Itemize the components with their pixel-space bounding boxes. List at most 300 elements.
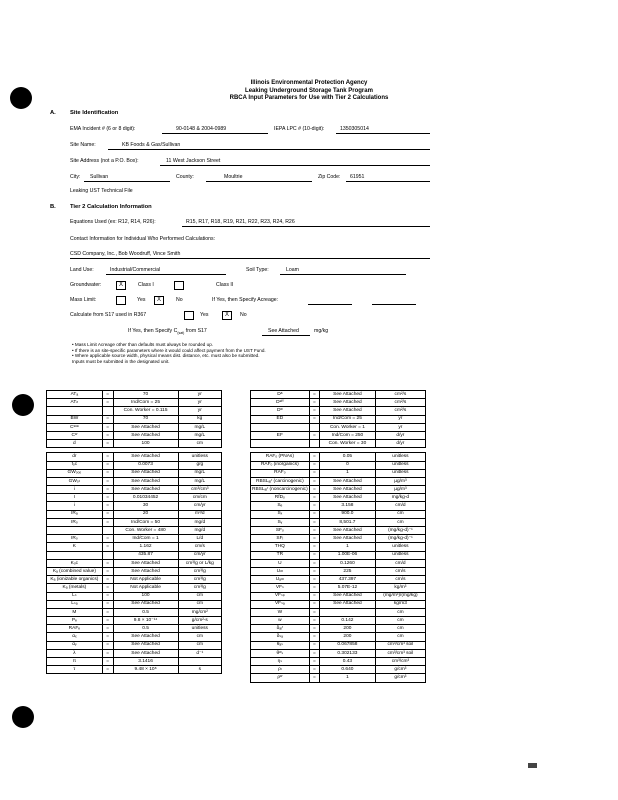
param-value[interactable]: Ind/Com = 250	[320, 431, 376, 439]
param-symbol: Uₘ	[251, 567, 310, 575]
param-unit: d/yr	[375, 431, 425, 439]
param-unit: cm³/g	[178, 576, 221, 584]
param-value[interactable]: See Attached	[113, 486, 178, 494]
param-unit	[178, 658, 221, 666]
address-label: Site Address (not a P.O. Box):	[70, 158, 139, 164]
param-symbol: δₐᵢʳ	[251, 625, 310, 633]
lpc-value[interactable]: 1350305014	[340, 126, 369, 132]
param-unit: cm³/cm³ soil	[375, 641, 425, 649]
param-symbol: d	[47, 440, 103, 448]
param-value[interactable]: See Attached	[113, 431, 178, 439]
city-underline	[84, 181, 170, 182]
address-underline	[160, 165, 430, 166]
param-value[interactable]: 0.640	[320, 666, 376, 674]
table-row	[251, 431, 426, 439]
table-row	[47, 399, 222, 407]
program-name: Leaking Underground Storage Tank Program	[245, 87, 373, 94]
equals-sign: =	[102, 649, 113, 657]
param-value[interactable]: See Attached	[113, 600, 178, 608]
param-symbol: VFₛₐ	[251, 600, 310, 608]
param-unit: mg/L	[178, 469, 221, 477]
param-symbol	[47, 551, 103, 559]
param-unit: (mg/kg-d)⁻¹	[375, 527, 425, 535]
ema-label: EMA Incident # (6 or 8 digit):	[70, 126, 136, 132]
param-symbol: αᵧ	[47, 641, 103, 649]
equals-sign: =	[102, 399, 113, 407]
param-symbol	[47, 527, 103, 535]
table-row	[251, 494, 426, 502]
param-value[interactable]: 1.162	[113, 543, 178, 551]
param-unit: yr	[375, 423, 425, 431]
equals-sign: =	[102, 477, 113, 485]
table-row	[47, 608, 222, 616]
param-value[interactable]: 200	[320, 633, 376, 641]
csat-unit: mg/kg	[314, 328, 329, 334]
equals-sign: =	[309, 535, 319, 543]
param-value[interactable]: See Attached	[320, 407, 376, 415]
param-unit: kg/m³	[375, 584, 425, 592]
param-symbol: BW	[47, 415, 103, 423]
param-unit: s	[178, 666, 221, 674]
section-b-title: Tier 2 Calculation Information	[70, 204, 152, 210]
param-value[interactable]: 30	[113, 502, 178, 510]
param-value[interactable]: 0.01034452	[113, 494, 178, 502]
param-value[interactable]: Con. Worker = 0.115	[113, 407, 178, 415]
param-unit: cm	[178, 600, 221, 608]
param-symbol: w	[251, 617, 310, 625]
equations-value[interactable]: R15, R17, R18, R19, R21, R22, R23, R24, R26	[186, 219, 295, 225]
param-symbol: RAFₒ	[251, 469, 310, 477]
param-unit: unitless	[178, 625, 221, 633]
table-row	[251, 584, 426, 592]
param-unit: cm	[375, 608, 425, 616]
param-value[interactable]: See Attached	[113, 423, 178, 431]
param-symbol: i	[47, 486, 103, 494]
param-symbol: π	[47, 658, 103, 666]
param-value[interactable]: See Attached	[320, 391, 376, 399]
lpc-underline	[336, 133, 430, 134]
param-value[interactable]: 70	[113, 391, 178, 399]
param-unit: L/d	[178, 535, 221, 543]
param-value[interactable]: Con. Worker = 1	[320, 423, 376, 431]
param-unit: cm³/cm³	[375, 658, 425, 666]
param-symbol: ρʷ	[251, 674, 310, 682]
param-symbol: θₐₛ	[251, 641, 310, 649]
equals-sign	[102, 551, 113, 559]
param-value[interactable]: 225	[320, 567, 376, 575]
param-value[interactable]: 9.48 × 10⁸	[113, 666, 178, 674]
equals-sign	[309, 440, 319, 448]
table-row	[47, 453, 222, 461]
param-unit: (mg/kg-d)⁻¹	[375, 535, 425, 543]
table-row	[47, 486, 222, 494]
param-value[interactable]: Con. Worker = 480	[113, 527, 178, 535]
table-row	[251, 502, 426, 510]
csat-subscript: (sat)	[177, 331, 185, 336]
param-symbol: GWₒₜ	[47, 477, 103, 485]
param-value[interactable]: See Attached	[320, 399, 376, 407]
param-value[interactable]: 0.142	[320, 617, 376, 625]
table-row	[47, 649, 222, 657]
csat-value[interactable]: See Attached	[268, 328, 299, 334]
param-value[interactable]: Ind/Com = 1	[113, 535, 178, 543]
param-symbol: RAFₒ (PNAs)	[251, 453, 310, 461]
param-symbol: Sₓ	[251, 510, 310, 518]
param-symbol: Kₐ (ionizable organics)	[47, 576, 103, 584]
equals-sign: =	[309, 494, 319, 502]
equals-sign: =	[309, 477, 319, 485]
r367-yes-checkbox[interactable]	[184, 311, 194, 320]
r367-no-label: No	[240, 312, 247, 318]
soil-type-underline	[280, 274, 406, 275]
param-value[interactable]: See Attached	[320, 592, 376, 600]
param-symbol: αₓ	[47, 633, 103, 641]
equals-sign: =	[309, 551, 319, 559]
param-value[interactable]: See Attached	[320, 535, 376, 543]
equals-sign: =	[102, 600, 113, 608]
equals-sign: =	[102, 486, 113, 494]
mass-limit-no-checkbox[interactable]: X	[154, 296, 164, 305]
param-symbol: Lₛ	[47, 592, 103, 600]
param-symbol: ATₐ	[47, 391, 103, 399]
param-value[interactable]: 437.397	[320, 576, 376, 584]
param-value[interactable]: 435.87	[113, 551, 178, 559]
city-value[interactable]: Sullivan	[90, 174, 109, 180]
table-row	[47, 641, 222, 649]
param-value[interactable]	[320, 608, 376, 616]
param-value[interactable]: 70	[113, 415, 178, 423]
form-subtitle: RBCA Input Parameters for Use with Tier 2 Calculations	[229, 95, 389, 101]
param-unit: cm/s	[178, 543, 221, 551]
param-value[interactable]: Ind/Com = 25	[320, 415, 376, 423]
note-line: • Mass Limit Acreage other than defaults must always be rounded up.	[72, 342, 214, 347]
equals-sign: =	[309, 584, 319, 592]
equals-sign: =	[309, 567, 319, 575]
table-row	[47, 518, 222, 526]
param-value[interactable]: 1	[320, 469, 376, 477]
ema-underline	[162, 133, 268, 134]
param-value[interactable]: 5.07E-12	[320, 584, 376, 592]
equals-sign: =	[102, 518, 113, 526]
equals-sign: =	[309, 510, 319, 518]
param-unit: cm	[178, 592, 221, 600]
param-value[interactable]: See Attached	[113, 567, 178, 575]
equals-sign: =	[309, 641, 319, 649]
param-symbol	[251, 423, 310, 431]
param-value[interactable]: 9.8 × 10⁻¹⁴	[113, 617, 178, 625]
r367-no-checkbox[interactable]: X	[222, 311, 232, 320]
table-row	[47, 633, 222, 641]
table-row	[251, 440, 426, 448]
param-unit: unitless	[375, 453, 425, 461]
param-symbol: Cʷ	[47, 431, 103, 439]
ema-value[interactable]: 90-0148 & 2004-0989	[176, 126, 227, 132]
contact-value[interactable]: CSD Company, Inc., Bob Woodruff, Vince Smith	[70, 251, 181, 257]
table-row	[251, 399, 426, 407]
section-b-letter: B.	[50, 204, 56, 210]
param-value[interactable]: See Attached	[113, 649, 178, 657]
param-symbol: Uₐₘ	[251, 576, 310, 584]
table-row	[251, 486, 426, 494]
param-unit: unitless	[375, 461, 425, 469]
param-value[interactable]: 200	[320, 625, 376, 633]
param-unit: cm/s	[375, 576, 425, 584]
param-symbol: GWₒₒₒ	[47, 469, 103, 477]
param-value[interactable]: 1	[320, 674, 376, 682]
note-line: • Where applicable source width, physical means dist. distance, etc. must also be submitted.	[72, 353, 260, 359]
table-row	[251, 461, 426, 469]
param-symbol	[251, 440, 310, 448]
table-row	[47, 666, 222, 674]
param-symbol: TR	[251, 551, 310, 559]
equals-sign: =	[309, 518, 319, 526]
zip-value[interactable]: 61951	[350, 174, 365, 180]
table-row	[47, 576, 222, 584]
mass-limit-yes-checkbox[interactable]	[116, 296, 126, 305]
param-symbol: W	[251, 608, 310, 616]
param-unit: mg/L	[178, 431, 221, 439]
table-row	[47, 527, 222, 535]
equals-sign: =	[102, 658, 113, 666]
equals-sign: =	[102, 633, 113, 641]
table-row	[47, 431, 222, 439]
equals-sign: =	[102, 584, 113, 592]
address-value[interactable]: 11 West Jackson Street	[166, 158, 221, 164]
param-unit: cm	[375, 510, 425, 518]
equals-sign: =	[102, 666, 113, 674]
param-unit: cm³/g	[178, 567, 221, 575]
param-symbol: ηₛ	[251, 658, 310, 666]
param-value[interactable]: See Attached	[320, 527, 376, 535]
table-row	[251, 510, 426, 518]
param-symbol: IRₒ	[47, 518, 103, 526]
table-row	[47, 391, 222, 399]
param-symbol: ρₗ	[251, 666, 310, 674]
param-symbol: RAFₒ (inorganics)	[251, 461, 310, 469]
param-value[interactable]: 3.1416	[113, 658, 178, 666]
table-row	[47, 592, 222, 600]
param-symbol: δₛₐ	[251, 633, 310, 641]
land-use-underline	[106, 274, 226, 275]
param-value[interactable]: Ind/Com = 25	[113, 399, 178, 407]
mass-limit-yes-label: Yes	[137, 297, 146, 303]
param-unit: µg/m³	[375, 477, 425, 485]
param-value[interactable]: 3.158	[320, 502, 376, 510]
param-symbol: THQ	[251, 543, 310, 551]
param-symbol: IRₐ	[47, 510, 103, 518]
table-row	[47, 510, 222, 518]
equals-sign: =	[309, 600, 319, 608]
param-value[interactable]: 0.0073	[113, 461, 178, 469]
param-unit: mg/L	[178, 423, 221, 431]
land-use-value[interactable]: Industrial/Commercial	[110, 267, 161, 273]
zip-underline	[346, 181, 430, 182]
county-value[interactable]: Moultrie	[224, 174, 243, 180]
equals-sign: =	[102, 592, 113, 600]
binder-hole-middle	[12, 394, 34, 416]
param-symbol: U	[251, 559, 310, 567]
param-value[interactable]: See Attached	[113, 559, 178, 567]
equals-sign: =	[102, 461, 113, 469]
param-value[interactable]: Con. Worker = 30	[320, 440, 376, 448]
param-value[interactable]: See Attached	[320, 486, 376, 494]
equals-sign: =	[102, 608, 113, 616]
table-row	[47, 415, 222, 423]
equals-sign	[102, 407, 113, 415]
param-unit: yr	[178, 399, 221, 407]
param-symbol: VFₛ	[251, 584, 310, 592]
equals-sign: =	[309, 486, 319, 494]
param-unit: mg/kg-d	[375, 494, 425, 502]
equals-sign: =	[309, 666, 319, 674]
equals-sign: =	[102, 617, 113, 625]
param-unit: mg/cm²	[178, 608, 221, 616]
param-value[interactable]: 100	[113, 440, 178, 448]
table-row	[251, 535, 426, 543]
param-value[interactable]: See Attached	[320, 600, 376, 608]
equals-sign: =	[309, 415, 319, 423]
site-name-value[interactable]: KB Foods & Gas/Sullivan	[122, 142, 181, 148]
param-value[interactable]: Ind/Com = 50	[113, 518, 178, 526]
contact-label: Contact Information for Individual Who Performed Calculations:	[70, 236, 216, 242]
param-symbol	[47, 407, 103, 415]
acreage-underline	[308, 304, 352, 305]
mass-limit-no-label: No	[176, 297, 183, 303]
param-value[interactable]: 900.0	[320, 510, 376, 518]
param-unit: mg/d	[178, 518, 221, 526]
table-row	[251, 543, 426, 551]
param-value[interactable]: 0.302133	[320, 649, 376, 657]
param-symbol: dr	[47, 453, 103, 461]
param-unit: cm	[375, 617, 425, 625]
param-value[interactable]: See Attached	[113, 453, 178, 461]
param-value[interactable]: See Attached	[113, 469, 178, 477]
table-row	[47, 535, 222, 543]
page-header	[0, 80, 618, 103]
param-unit: g/cm³	[375, 674, 425, 682]
param-value[interactable]: 0.5	[113, 625, 178, 633]
equals-sign: =	[309, 674, 319, 682]
equals-sign: =	[102, 559, 113, 567]
param-symbol: Dʷ	[251, 407, 310, 415]
param-value[interactable]: See Attached	[113, 477, 178, 485]
table-row	[47, 543, 222, 551]
equations-underline	[182, 226, 430, 227]
binder-hole-bottom	[12, 706, 34, 728]
acreage-underline-2	[372, 304, 416, 305]
param-symbol: RAFₑ	[47, 625, 103, 633]
equals-sign: =	[309, 502, 319, 510]
param-value[interactable]: 20	[113, 510, 178, 518]
param-symbol: Sₑ	[251, 502, 310, 510]
table-row	[251, 477, 426, 485]
param-unit: cm	[178, 641, 221, 649]
param-unit: kg	[178, 415, 221, 423]
from-s17-text: from S17	[185, 328, 207, 334]
r367-label: Calculate from S17 used in R367	[70, 312, 147, 318]
param-symbol: I	[47, 494, 103, 502]
param-unit: cm/yr	[178, 502, 221, 510]
table-row	[251, 559, 426, 567]
param-unit: unitless	[375, 551, 425, 559]
groundwater-label: Groundwater:	[70, 282, 102, 288]
right-parameter-table	[250, 390, 426, 683]
table-row	[47, 559, 222, 567]
class1-checkbox[interactable]: X	[116, 281, 126, 290]
soil-type-value[interactable]: Loam	[286, 267, 299, 273]
table-row	[47, 617, 222, 625]
equals-sign: =	[102, 502, 113, 510]
table-row	[47, 407, 222, 415]
param-unit: cm	[375, 625, 425, 633]
param-value[interactable]: See Attached	[320, 477, 376, 485]
class2-checkbox[interactable]	[174, 281, 184, 290]
param-unit: cm	[375, 633, 425, 641]
table-row	[251, 391, 426, 399]
param-unit: unitless	[375, 543, 425, 551]
param-value[interactable]: 0.067858	[320, 641, 376, 649]
param-value[interactable]: 0.43	[320, 658, 376, 666]
table-row	[251, 469, 426, 477]
param-value[interactable]: Not Applicable	[113, 576, 178, 584]
city-label: City:	[70, 174, 81, 180]
param-unit: cm²/s	[375, 407, 425, 415]
equals-sign: =	[102, 625, 113, 633]
param-value[interactable]: 1	[320, 543, 376, 551]
param-unit: yr	[375, 415, 425, 423]
specify-csat-text: If Yes, then Specify C	[128, 328, 178, 334]
class1-label: Class I	[138, 282, 154, 288]
param-symbol: Kₐ (combined value)	[47, 567, 103, 575]
param-symbol: RBSLₐᵢʳ (noncarcinogenic)	[252, 486, 308, 492]
param-symbol: K	[47, 543, 103, 551]
param-value[interactable]: 0	[320, 461, 376, 469]
param-value[interactable]: See Attached	[320, 494, 376, 502]
equals-sign: =	[309, 469, 319, 477]
param-unit: mg/L	[178, 477, 221, 485]
param-value[interactable]: Not Applicable	[113, 584, 178, 592]
mass-limit-label: Mass Limit:	[70, 297, 97, 303]
param-value[interactable]: 0.5	[113, 608, 178, 616]
param-value[interactable]: 8,501.7	[320, 518, 376, 526]
equals-sign: =	[102, 543, 113, 551]
param-value[interactable]: 0.05	[320, 453, 376, 461]
param-value[interactable]: 1.00E-06	[320, 551, 376, 559]
param-unit: cm/d	[375, 502, 425, 510]
param-value[interactable]: See Attached	[113, 641, 178, 649]
equals-sign: =	[102, 510, 113, 518]
table-row	[47, 625, 222, 633]
table-row	[251, 666, 426, 674]
class2-label: Class II	[216, 282, 234, 288]
param-symbol: ED	[251, 415, 310, 423]
param-symbol: fₒc	[47, 461, 103, 469]
specify-csat-label	[128, 328, 207, 335]
equals-sign: =	[309, 649, 319, 657]
param-symbol: θʷₛ	[251, 649, 310, 657]
equals-sign: =	[309, 399, 319, 407]
table-row	[251, 423, 426, 431]
param-symbol: Kₒc	[47, 559, 103, 567]
param-value[interactable]: 100	[113, 592, 178, 600]
param-value[interactable]: See Attached	[113, 633, 178, 641]
section-a-title: Site Identification	[70, 110, 119, 116]
param-unit: cm³/g or L/kg	[178, 559, 221, 567]
table-row	[251, 527, 426, 535]
param-symbol: RBSLₐᵢʳ (carcinogenic)	[251, 477, 310, 485]
table-row	[47, 584, 222, 592]
param-value[interactable]: 0.1260	[320, 559, 376, 567]
